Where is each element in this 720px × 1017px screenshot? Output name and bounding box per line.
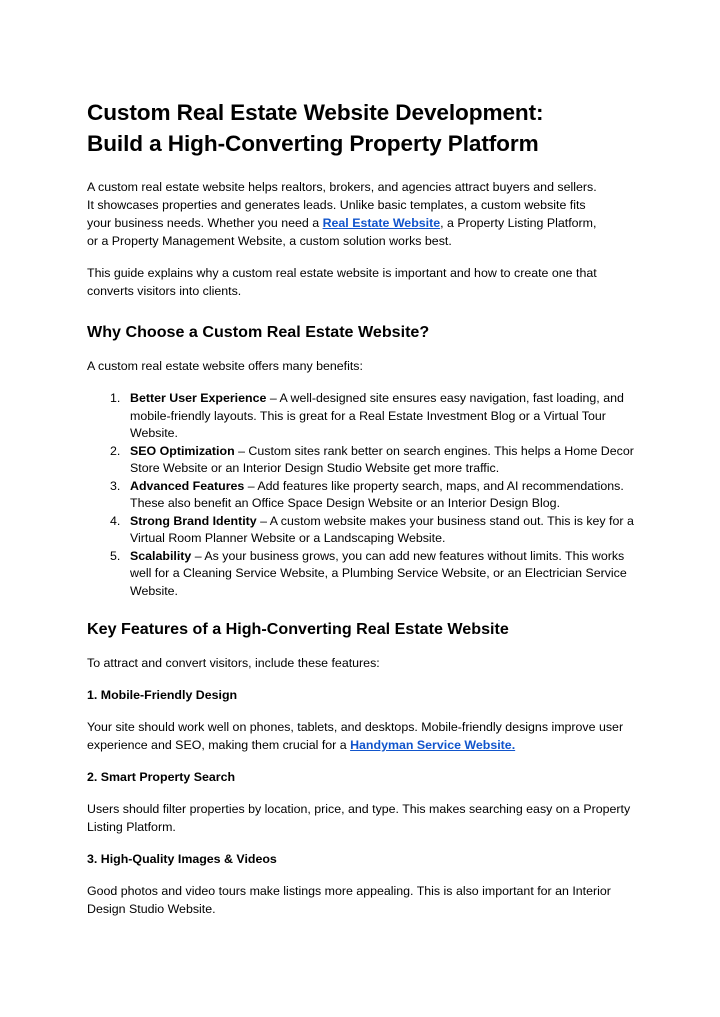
- benefits-list: [87, 390, 637, 600]
- document-page: [87, 97, 647, 918]
- list-item: [87, 390, 637, 443]
- handyman-service-website-link[interactable]: Handyman Service Website.: [350, 738, 516, 752]
- list-item-title: Strong Brand Identity: [130, 513, 257, 528]
- list-number: 3.: [110, 478, 121, 493]
- feature-2-text: Users should filter properties by location, price, and type. This makes searching easy on a Property Listing Platform.: [87, 802, 631, 834]
- list-item: [87, 478, 637, 513]
- list-item-text: – A custom website makes your business stand out. This is key for a Virtual Room Planner Website or a Landscaping Website.: [130, 513, 634, 545]
- list-number: 2.: [110, 443, 121, 458]
- why-lead: A custom real estate website offers many benefits:: [87, 359, 363, 373]
- list-item-title: Advanced Features: [130, 478, 245, 493]
- feature-2-heading: 2. Smart Property Search: [87, 770, 236, 784]
- intro-text-1: A custom real estate website helps realtors, brokers, and agencies attract buyers and sellers. It showcases properties and generates leads. Unlike basic templates, a custom website fits your business needs. Whether you need a: [87, 180, 597, 230]
- list-item-text: – Add features like property search, maps, and AI recommendations. These also benefit an Office Space Design Website or an Interior Design Blog.: [130, 478, 624, 510]
- feature-1-body: Your site should work well on phones, tablets, and desktops. Mobile-friendly designs improve user experience and SEO, making them crucial for a: [87, 720, 624, 752]
- intro-paragraph: [87, 178, 597, 250]
- page-title: [87, 97, 647, 159]
- why-heading: Why Choose a Custom Real Estate Website?: [87, 323, 430, 341]
- feature-3-text: Good photos and video tours make listings more appealing. This is also important for an Interior Design Studio Website.: [87, 884, 611, 916]
- list-item-text: – Custom sites rank better on search engines. This helps a Home Decor Store Website or an Interior Design Studio Website get more traffic.: [130, 443, 634, 475]
- list-item-text: – A well-designed site ensures easy navigation, fast loading, and mobile-friendly layouts. This is great for a Real Estate Investment Blog or a Virtual Tour Website.: [130, 391, 624, 440]
- list-item-text: – As your business grows, you can add new features without limits. This works well for a Cleaning Service Website, a Plumbing Service Website, or an Electrician Service Website.: [130, 548, 627, 598]
- real-estate-website-link[interactable]: Real Estate Website: [322, 216, 441, 230]
- list-item-title: SEO Optimization: [130, 443, 235, 458]
- list-item: [87, 443, 637, 478]
- list-number: 4.: [110, 513, 121, 528]
- guide-paragraph: This guide explains why a custom real estate website is important and how to create one that converts visitors into clients.: [87, 266, 597, 298]
- intro-text-2: , a Property Listing Platform, or a Property Management Website, a custom solution works best.: [87, 216, 597, 248]
- title-line-2: Build a High-Converting Property Platform: [87, 131, 539, 156]
- features-heading: Key Features of a High-Converting Real Estate Website: [87, 620, 509, 638]
- feature-3-heading: 3. High-Quality Images & Videos: [87, 852, 277, 866]
- feature-1-heading: 1. Mobile-Friendly Design: [87, 688, 238, 702]
- features-lead: To attract and convert visitors, include these features:: [87, 656, 380, 670]
- list-item-title: Better User Experience: [130, 391, 267, 405]
- list-item-title: Scalability: [130, 548, 192, 563]
- title-line-1: Custom Real Estate Website Development:: [87, 100, 544, 125]
- feature-1-text: [87, 718, 637, 754]
- list-number: 1.: [110, 391, 121, 405]
- list-item: [87, 513, 637, 548]
- list-number: 5.: [110, 548, 121, 563]
- list-item: [87, 548, 637, 601]
